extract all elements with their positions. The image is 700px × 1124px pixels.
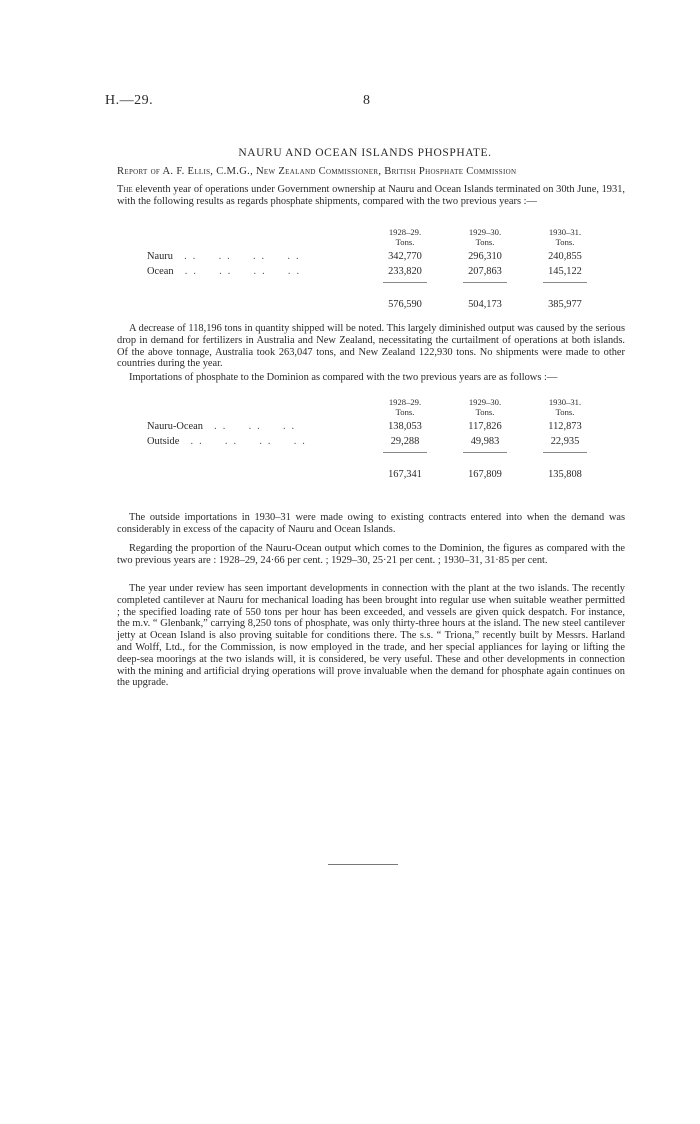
column-unit: Tons. <box>555 237 575 247</box>
row-label: Nauru <box>147 251 173 262</box>
totals-row <box>117 288 605 310</box>
total-rule <box>463 282 507 283</box>
column-unit: Tons. <box>395 237 415 247</box>
total-rule <box>543 282 587 283</box>
table-row: Ocean .. .. .. .. 233,820 207,863 145,122 <box>117 262 605 277</box>
review-text: The year under review has seen important developments in connection with the plant at the two islands. The recently completed cantilever at Nauru for mechanical loading has been brought into regular use when suitable weather permitted ; the specified loading rate of 550 tons per hour has been exceeded, and vessels are given quick despatch. For instance, the m.v. “ Glenbank,” carrying 8,250 tons of phosphate, was only thirty-three hours at the island. The new steel cantilever jetty at Ocean Island is also proving suitable for conditions there. The s.s. “ Triona,” recently built by Messrs. Harland and Wolff, Ltd., for the Commission, is now employed in the trade, and her special appliances for laying or lifting the deep-sea moorings at the two islands will, it is considered, be very useful. These and other developments in connection with the mining and artificial drying operations will prove invaluable when the demand for phosphate again continues on the upgrade. <box>117 583 625 689</box>
column-unit: Tons. <box>395 407 415 417</box>
table-cell: 112,873 <box>548 421 582 432</box>
intro-lead-word: The <box>117 184 133 195</box>
review-paragraph <box>117 583 625 689</box>
total-cell: 135,808 <box>548 469 582 480</box>
proportion-text: Regarding the proportion of the Nauru-Ocean output which comes to the Dominion, the figures as compared with the two previous years are : 1928–29, 24·66 per cent. ; 1929–30, 25·21 per cent. ; 1930–31, 31·85 per cent. <box>117 543 625 566</box>
table-row: Nauru-Ocean .. .. .. 138,053 117,826 112,873 <box>117 417 605 432</box>
totals-row <box>117 458 605 480</box>
total-cell: 167,809 <box>468 469 502 480</box>
column-unit: Tons. <box>475 237 495 247</box>
column-year: 1929–30. <box>468 227 502 237</box>
table-cell: 117,826 <box>468 421 502 432</box>
column-year: 1929–30. <box>468 397 502 407</box>
row-label: Outside <box>147 436 180 447</box>
importations-paragraph <box>117 372 625 384</box>
total-cell: 167,341 <box>388 469 422 480</box>
table-cell: 138,053 <box>388 421 422 432</box>
column-year: 1928–29. <box>388 397 422 407</box>
row-label: Nauru-Ocean <box>147 421 203 432</box>
total-rule <box>383 282 427 283</box>
table-cell: 207,863 <box>468 266 502 277</box>
total-cell: 576,590 <box>388 299 422 310</box>
outside-paragraph <box>117 512 625 536</box>
column-unit: Tons. <box>475 407 495 417</box>
table-cell: 233,820 <box>388 266 422 277</box>
table-cell: 240,855 <box>548 251 582 262</box>
table-cell: 296,310 <box>468 251 502 262</box>
table-cell: 49,983 <box>470 436 500 447</box>
decrease-paragraph <box>117 323 625 370</box>
row-label: Ocean <box>147 266 174 277</box>
decrease-text: A decrease of 118,196 tons in quantity shipped will be noted. This largely diminished output was caused by the serious drop in demand for fertilizers in Australia and New Zealand, necessitating the curtailment of operations at both islands. Of the above tonnage, Australia took 263,047 tons, and New Zealand 122,930 tons. No shipments were made to other countries during the year. <box>117 323 625 370</box>
page-number: 8 <box>363 93 370 108</box>
total-cell: 385,977 <box>548 299 582 310</box>
report-heading: Report of A. F. Ellis, C.M.G., New Zealand Commissioner, British Phosphate Commission <box>117 166 517 177</box>
importations-text: Importations of phosphate to the Dominion as compared with the two previous years are as follows :— <box>129 372 558 383</box>
total-rule <box>383 452 427 453</box>
document-reference: H.—29. <box>105 93 154 108</box>
intro-text: eleventh year of operations under Government ownership at Nauru and Ocean Islands terminated on 30th June, 1931, with the following results as regards phosphate shipments, compared with the two previous years :— <box>117 184 625 207</box>
section-title: NAURU AND OCEAN ISLANDS PHOSPHATE. <box>238 147 492 159</box>
column-unit: Tons. <box>555 407 575 417</box>
table-cell: 29,288 <box>390 436 420 447</box>
total-cell: 504,173 <box>468 299 502 310</box>
column-year: 1930–31. <box>548 227 582 237</box>
importations-table <box>117 396 605 480</box>
intro-paragraph <box>117 184 625 208</box>
total-rule <box>463 452 507 453</box>
table-row: Nauru .. .. .. .. 342,770 296,310 240,855 <box>117 247 605 262</box>
table-cell: 22,935 <box>550 436 580 447</box>
proportion-paragraph <box>117 543 625 567</box>
shipments-table <box>117 226 605 310</box>
table-row: Outside .. .. .. .. 29,288 49,983 22,935 <box>117 432 605 447</box>
total-rule <box>543 452 587 453</box>
table-cell: 145,122 <box>548 266 582 277</box>
column-year: 1930–31. <box>548 397 582 407</box>
end-rule <box>328 864 398 865</box>
table-cell: 342,770 <box>388 251 422 262</box>
column-year: 1928–29. <box>388 227 422 237</box>
outside-text: The outside importations in 1930–31 were made owing to existing contracts entered into when the demand was considerably in excess of the capacity of Nauru and Ocean Islands. <box>117 512 625 535</box>
